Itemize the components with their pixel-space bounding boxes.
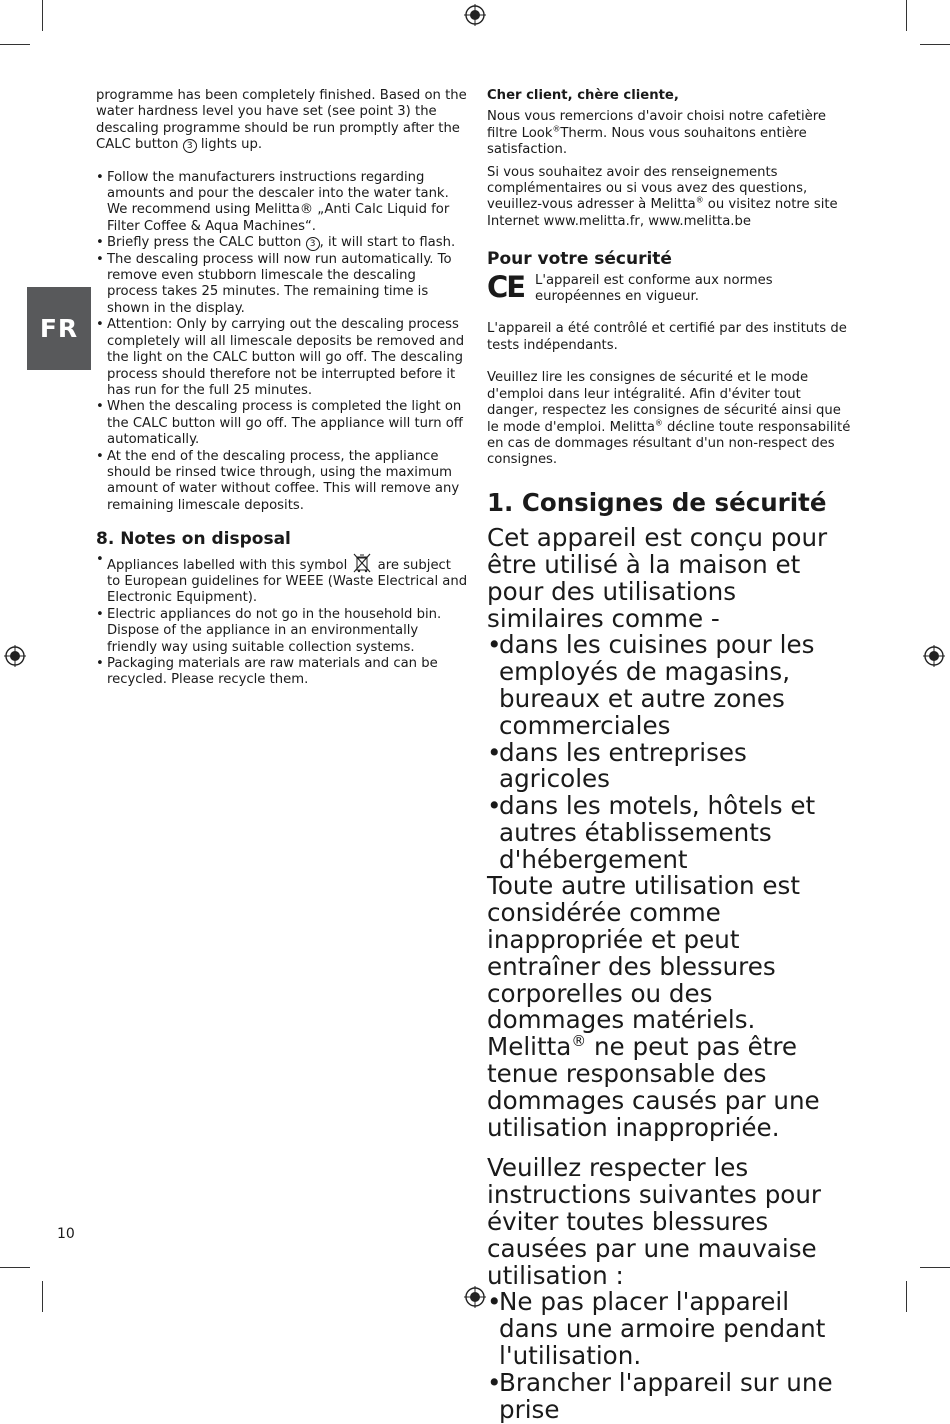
list-item: • dans les entreprises agricoles [487,740,855,794]
list-item [96,552,468,607]
contact-paragraph [487,165,855,231]
list-item: • dans les motels, hôtels et autres établissements d'hébergement [487,793,855,873]
greeting: Cher client, chère cliente, [487,88,679,103]
list-item: • dans les cuisines pour les employés de magasins, bureaux et autre zones commerciales [487,632,855,739]
disposal-text: are subject to European guidelines for WEEE (Waste Electrical and Electronic Equipment). [107,557,468,606]
safety-heading: Pour votre sécurité [487,249,672,270]
step-text: , it will start to flash. [319,235,456,251]
list-item: • When the descaling process is completed the light on the CALC button will go off. The appliance will turn off automatically. [96,399,468,448]
paragraph-text: décline toute responsabilité en cas de dommages résultant d'un non-respect des consignes. [487,419,851,468]
crop-mark [42,0,43,31]
usage-list [487,632,855,873]
disposal-text: Appliances labelled with this symbol [107,557,348,573]
intro-text: programme has been completely finished. Based on the water hardness level you have set (see point 3) the descaling programme should be run promptly after the CALC button [96,88,467,153]
list-item: • At the end of the descaling process, the appliance should be rinsed twice through, using the maximum amount of water without coffee. This will remove any remaining limescale deposits. [96,449,468,515]
descaling-steps-list [96,170,468,515]
intro-paragraph [96,88,468,154]
ce-mark-icon: CE [487,269,525,304]
crossed-bin-icon [351,552,373,574]
list-item: • The descaling process will now run automatically. To remove even stubborn limescale the descaling process takes 25 minutes. The remaining time is shown in the display. [96,252,468,318]
paragraph-text: Toute autre utilisation est considérée comme inappropriée et peut entraîner des blessures corporelles ou des dommages matériels. Melitta [487,871,801,1062]
registered-mark: ® [695,196,704,206]
paragraph-text: ne peut pas être tenue responsable des dommages causés par une utilisation inappropriée. [487,1032,820,1142]
crop-mark [906,1281,907,1312]
disposal-heading: 8. Notes on disposal [96,529,291,550]
left-column [96,88,468,689]
disposal-list [96,552,468,689]
large-intro: Veuillez respecter les instructions suivantes pour éviter toutes blessures causées par une mauvaise utilisation : [487,1153,822,1290]
language-tab: FR [27,287,91,370]
registered-mark: ® [654,418,663,428]
read-instructions-paragraph [487,370,855,468]
section-heading: 1. Consignes de sécurité [487,487,827,517]
list-item: • Brancher l'appareil sur une prise [487,1370,855,1424]
registration-mark-icon [464,4,486,26]
large-print-block [487,1155,855,1423]
list-item: • Packaging materials are raw materials and can be recycled. Please recycle them. [96,656,468,689]
registered-mark: ® [571,1033,587,1051]
registered-mark: ® [552,124,561,134]
list-item [96,235,468,251]
large-print-block [487,525,855,1141]
list-item: • Ne pas placer l'appareil dans une armoire pendant l'utilisation. [487,1289,855,1369]
crop-mark [42,1281,43,1312]
registration-mark-icon [923,645,945,667]
page-number: 10 [57,1226,75,1242]
paragraph-text: Nous vous remercions d'avoir choisi notre cafetière filtre Look [487,109,826,141]
list-item: • Attention: Only by carrying out the descaling process completely will all limescale deposits be removed and the light on the CALC button will go off. The descaling process should therefore not be interrupted before it has run for the full 25 minutes. [96,317,468,399]
paragraph-text: Veuillez lire les consignes de sécurité et le mode d'emploi dans leur intégralité. Afin d'éviter tout danger, respectez les consignes de sécurité ainsi que le mode d'emploi. Melitta [487,370,841,435]
crop-mark [920,44,950,45]
paragraph-text: ou visitez notre site Internet www.melitta.fr, www.melitta.be [487,197,838,229]
paragraph-text: Therm. Nous vous souhaitons entière satisfaction. [487,125,807,158]
large-intro: Cet appareil est conçu pour être utilisé à la maison et pour des utilisations similaires comme - [487,523,828,633]
list-item: • Follow the manufacturers instructions regarding amounts and pour the descaler into the water tank. We recommend using Melitta® „Anti Calc Liquid for Filter Coffee & Aqua Machines“. [96,170,468,236]
instructions-list [487,1289,855,1423]
registration-mark-icon [4,645,26,667]
crop-mark [0,44,30,45]
crop-mark [906,0,907,31]
right-column [487,88,855,1423]
crop-mark [0,1267,30,1268]
ce-text: L'appareil est conforme aux normes européennes en vigueur. [535,272,773,305]
list-item: • Electric appliances do not go in the household bin. Dispose of the appliance in an environmentally friendly way using suitable collection systems. [96,607,468,656]
step-text: Briefly press the CALC button [107,235,302,251]
circled-number: 3 [306,237,320,251]
crop-mark [920,1267,950,1268]
intro-end-text: lights up. [200,137,263,153]
paragraph-text: Si vous souhaitez avoir des renseignements complémentaires ou si vous avez des questions, veuillez-vous adresser à Melitta [487,164,808,213]
large-warning [487,873,855,1141]
ce-conformity-row [487,269,855,306]
circled-number: 3 [183,139,197,153]
certified-paragraph: L'appareil a été contrôlé et certifié par des instituts de tests indépendants. [487,321,847,353]
thanks-paragraph [487,109,855,158]
registration-mark-icon [464,1286,486,1308]
